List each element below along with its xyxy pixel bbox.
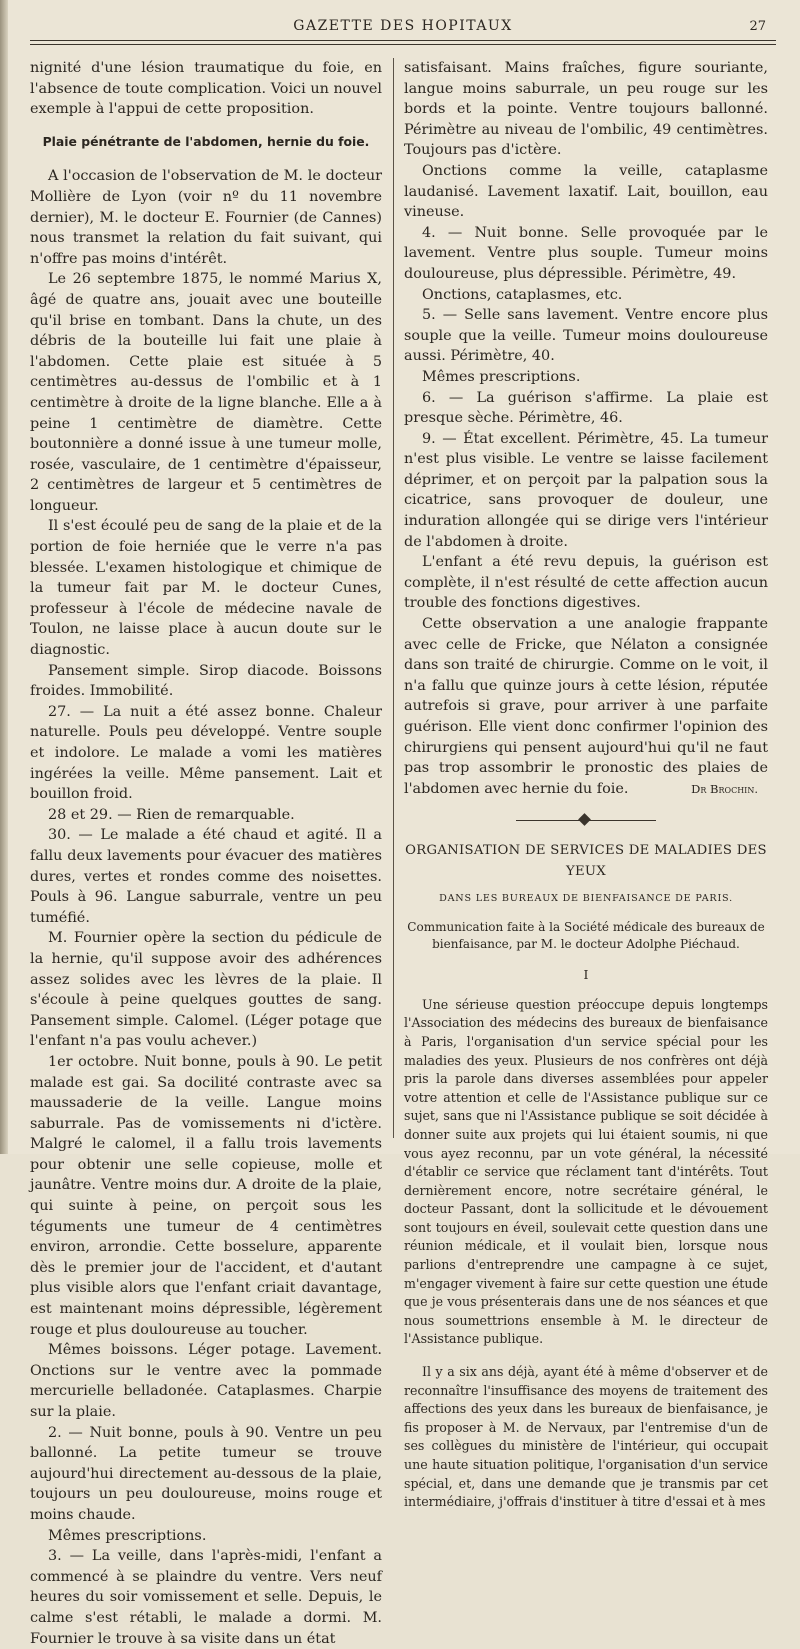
paragraph: L'enfant a été revu depuis, la guérison est complète, il n'est résulté de cette affection aucun trouble des fonctions digestives. xyxy=(404,554,768,612)
page-number: 27 xyxy=(749,19,766,34)
paragraph: Il s'est écoulé peu de sang de la plaie et de la portion de foie herniée que le verre n'a pas blessée. L'examen histologique et chimique de la tumeur fait par M. le docteur Cunes, professeur à l'école de médecine navale de Toulon, ne laisse place à aucun doute sur le diagnostic. xyxy=(30,518,382,659)
section-attribution: Communication faite à la Société médicale des bureaux de bienfaisance, par M. le docteur Adolphe Piéchaud. xyxy=(407,920,765,952)
paragraph: Le 26 septembre 1875, le nommé Marius X, âgé de quatre ans, jouait avec une bouteille qu'il brise en tombant. Dans la chute, un des débris de la bouteille lui fait une plaie à l'abdomen. Cette plaie est située à 5 centimètres au-dessus de l'ombilic et à 1 centimètre à droite de la ligne blanche. Elle a à peine 1 centimètre de diamètre. Cette boutonnière a donné issue à une tumeur molle, rosée, vasculaire, de 1 centimètre d'épaisseur, 2 centimètres de largeur et 5 centimètres de longueur. xyxy=(30,271,382,514)
paragraph: 9. — État excellent. Périmètre, 45. La tumeur n'est plus visible. Le ventre se laisse facilement déprimer, et on perçoit par la palpation sous la cicatrice, sans provoquer de douleur, une induration allongée qui se dirige vers l'intérieur de l'abdomen à droite. xyxy=(404,430,768,550)
paragraph: 28 et 29. — Rien de remarquable. xyxy=(48,806,295,823)
paragraph: 4. — Nuit bonne. Selle provoquée par le lavement. Ventre plus souple. Tumeur moins douloureuse, plus dépressible. Périmètre, 49. xyxy=(404,224,768,282)
paragraph: 3. — La veille, dans l'après-midi, l'enfant a commencé à se plaindre du ventre. Vers neuf heures du soir vomissement et selle. Depuis, le calme s'est rétabli, le malade a dormi. M. Fournier le trouve à sa visite dans un état xyxy=(30,1548,382,1647)
section-ornament xyxy=(516,813,656,827)
section-subtitle: DANS LES BUREAUX DE BIENFAISANCE DE PARIS. xyxy=(439,892,733,904)
right-column xyxy=(404,58,768,1512)
article-subheading: Plaie pénétrante de l'abdomen, hernie du foie. xyxy=(42,133,370,149)
paragraph: Mêmes prescriptions. xyxy=(48,1527,207,1544)
paragraph: 5. — Selle sans lavement. Ventre encore plus souple que la veille. Tumeur moins douloureuse aussi. Périmètre, 40. xyxy=(404,307,768,365)
section-title: ORGANISATION DE SERVICES DE MALADIES DES YEUX xyxy=(405,843,767,879)
paragraph: nignité d'une lésion traumatique du foie, en l'absence de toute complication. Voici un nouvel exemple à l'appui de cette proposition. xyxy=(30,60,382,118)
header-rule xyxy=(30,40,776,45)
journal-title: GAZETTE DES HOPITAUX xyxy=(293,18,513,34)
section-numeral: I xyxy=(583,967,589,983)
diamond-icon xyxy=(578,814,591,827)
page-header xyxy=(30,14,776,42)
paragraph: 27. — La nuit a été assez bonne. Chaleur naturelle. Pouls peu développé. Ventre souple et indolore. Le malade a vomi les matières ingérées la veille. Même pansement. Lait et bouillon froid. xyxy=(30,703,382,803)
paragraph: Une sérieuse question préoccupe depuis longtemps l'Association des médecins des bureaux de bienfaisance à Paris, l'organisation d'un service spécial pour les maladies des yeux. Plusieurs de nos confrères ont déjà pris la parole dans diverses assemblées pour appeler votre attention et celle de l'Assistance publique sur ce sujet, sans que ni l'Assistance publique se soit décidée à donner suite aux projets qui lui étaient soumis, ni que vous ayez reconnu, par un vote général, la nécessité d'établir ce service que réclament tant d'intérêts. Tout dernièrement encore, notre secrétaire général, le docteur Passant, dont la sollicitude et le dévouement sont toujours en éveil, soulevait cette question dans une réunion médicale, et il voulait bien, lorsque nous parlions d'entreprendre une campagne à ce sujet, m'engager vivement à faire sur cette question une étude que je vous présenterais dans une de nos séances et que nous soumettrions ensemble à M. le directeur de l'Assistance publique. xyxy=(404,996,768,1347)
page-spine xyxy=(0,0,8,1154)
paragraph: 6. — La guérison s'affirme. La plaie est presque sèche. Périmètre, 46. xyxy=(404,389,768,427)
paragraph-gap xyxy=(404,1349,768,1363)
paragraph: Cette observation a une analogie frappante avec celle de Fricke, que Nélaton a consignée dans son traité de chirurgie. Comme on le voit, il n'a fallu que quinze jours à cette lésion, réputée autrefois si grave, pour arriver à une parfaite guérison. Elle vient donc confirmer l'opinion des chirurgiens qui pensent aujourd'hui qu'il ne faut pas trop assombrir le pronostic des plaies de l'abdomen avec hernie du foie. xyxy=(404,616,768,797)
paragraph: Mêmes boissons. Léger potage. Lavement. Onctions sur le ventre avec la pommade mercurielle belladonée. Cataplasmes. Charpie sur la plaie. xyxy=(30,1342,382,1420)
paragraph: 30. — Le malade a été chaud et agité. Il a fallu deux lavements pour évacuer des matières dures, vertes et rondes comme des noisettes. Pouls à 96. Langue saburrale, ventre un peu tuméfié. xyxy=(30,827,382,926)
paragraph: Mêmes prescriptions. xyxy=(422,368,581,385)
paragraph: 2. — Nuit bonne, pouls à 90. Ventre un peu ballonné. La petite tumeur se trouve aujourd'hui directement au-dessous de la plaie, toujours un peu douloureuse, moins rouge et moins chaude. xyxy=(30,1424,382,1523)
paragraph: Onctions comme la veille, cataplasme laudanisé. Lavement laxatif. Lait, bouillon, eau vineuse. xyxy=(404,162,768,221)
author-signature: Dr Brochin. xyxy=(691,781,758,796)
paragraph: Il y a six ans déjà, ayant été à même d'observer et de reconnaître l'insuffisance des moyens de traitement des affections des yeux dans les bureaux de bienfaisance, je fis proposer à M. de Nervaux, par l'entremise d'un de ses collègues du ministère de l'intérieur, qui occupait une haute situation politique, l'organisation d'un service spécial, et, dans une demande que je transmis par cet intermédiaire, j'offrais d'instituer à titre d'essai et à mes xyxy=(404,1364,768,1510)
paragraph: Onctions, cataplasmes, etc. xyxy=(422,286,623,303)
paragraph: 1er octobre. Nuit bonne, pouls à 90. Le petit malade est gai. Sa docilité contraste avec sa maussaderie de la veille. Langue moins saburrale. Pas de vomissements ni d'ictère. Malgré le calomel, il a fallu trois lavements pour obtenir une selle copieuse, molle et jaunâtre. Ventre moins dur. A droite de la plaie, qui suinte à peine, on perçoit sous les téguments une tumeur de 4 centimètres environ, arrondie. Cette bosselure, apparente dès le premier jour de l'accident, et d'autant plus visible alors que l'enfant criait davantage, est maintenant moins dépressible, légèrement rouge et plus douloureuse au toucher. xyxy=(30,1053,382,1338)
paragraph: satisfaisant. Mains fraîches, figure souriante, langue moins saburrale, un peu rouge sur les bords et la pointe. Ventre toujours ballonné. Périmètre au niveau de l'ombilic, 49 centimètres. Toujours pas d'ictère. xyxy=(404,60,768,159)
paragraph: A l'occasion de l'observation de M. le docteur Mollière de Lyon (voir nº du 11 novembre dernier), M. le docteur E. Fournier (de Cannes) nous transmet la relation du fait suivant, qui n'offre pas moins d'intérêt. xyxy=(30,168,382,267)
left-column xyxy=(30,58,382,1649)
column-divider xyxy=(393,58,394,1138)
paragraph: M. Fournier opère la section du pédicule de la hernie, qu'il suppose avoir des adhérences assez solides avec les lèvres de la plaie. Il s'écoule à peine quelques gouttes de sang. Pansement simple. Calomel. (Léger potage que l'enfant n'a pas voulu achever.) xyxy=(30,930,382,1050)
paragraph: Pansement simple. Sirop diacode. Boissons froides. Immobilité. xyxy=(30,662,382,700)
